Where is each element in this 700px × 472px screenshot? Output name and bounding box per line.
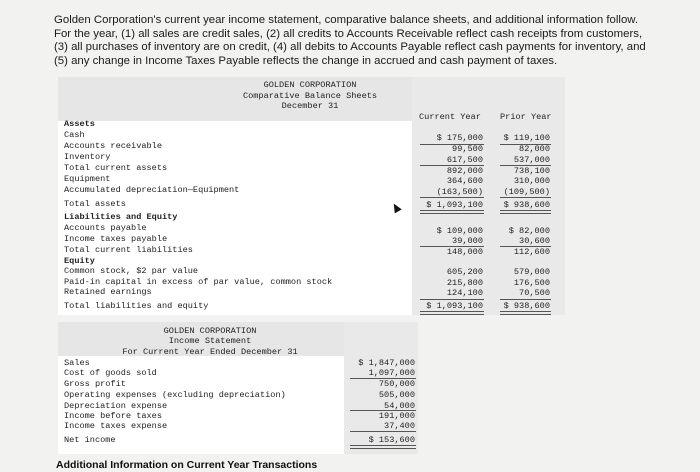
- bs-row-label: Inventory: [64, 152, 111, 162]
- bs-title-company: GOLDEN CORPORATION: [263, 80, 357, 90]
- underline-rule: [420, 299, 484, 300]
- bs-current-value: 617,500: [446, 155, 483, 165]
- bs-current-value: 215,800: [446, 278, 483, 288]
- bs-row-label: Assets: [64, 119, 95, 129]
- bs-prior-value: 310,000: [513, 176, 550, 186]
- bs-prior-value: 112,600: [513, 247, 550, 257]
- double-underline-rule: [420, 210, 484, 214]
- underline-rule: [500, 144, 551, 145]
- bs-row-label: Retained earnings: [64, 287, 152, 297]
- bs-prior-value: 82,000: [519, 144, 550, 154]
- bs-current-value: 605,200: [446, 267, 483, 277]
- bs-row-label: Cash: [64, 130, 85, 140]
- bs-prior-value: 537,000: [513, 155, 550, 165]
- bs-current-value: $ 175,000: [436, 133, 483, 143]
- is-title-period: For Current Year Ended December 31: [122, 347, 298, 357]
- is-row-label: Net income: [64, 435, 116, 445]
- bs-prior-value: (109,500): [503, 187, 550, 197]
- is-row-label: Operating expenses (excluding depreciation): [64, 390, 286, 400]
- underline-rule: [350, 431, 416, 432]
- bs-row-label: Total assets: [64, 199, 126, 209]
- underline-rule: [500, 165, 551, 166]
- bs-current-value: 124,100: [446, 288, 483, 298]
- double-underline-rule: [420, 311, 484, 315]
- bs-current-value: (163,500): [436, 187, 483, 197]
- bs-current-value: $ 1,093,100: [426, 301, 483, 311]
- bs-row-label: Common stock, $2 par value: [64, 266, 199, 276]
- underline-rule: [500, 246, 551, 247]
- is-row-label: Depreciation expense: [64, 401, 168, 411]
- is-title-statement: Income Statement: [168, 336, 252, 346]
- bs-row-label: Liabilities and Equity: [64, 212, 178, 222]
- is-value: 54,000: [384, 401, 415, 411]
- is-title-company: GOLDEN CORPORATION: [163, 326, 257, 336]
- bs-prior-value: 738,100: [513, 166, 550, 176]
- is-row-label: Cost of goods sold: [64, 368, 157, 378]
- bs-prior-value: 176,500: [513, 278, 550, 288]
- is-value: 505,000: [378, 390, 415, 400]
- is-row-label: Income taxes expense: [64, 421, 168, 431]
- bs-title-statement: Comparative Balance Sheets: [242, 91, 378, 101]
- underline-rule: [500, 299, 551, 300]
- underline-rule: [350, 378, 416, 379]
- bs-current-value: $ 1,093,100: [426, 200, 483, 210]
- bs-prior-value: $ 938,600: [503, 200, 550, 210]
- is-value: 37,400: [384, 421, 415, 431]
- intro-paragraph: Golden Corporation's current year income statement, comparative balance sheets, and additional information follow. For the year, (1) all sales are credit sales, (2) all credits to Accounts Receivable reflect cash receipts from customers, (3) all purchases of inventory are on credit, (4) all debits to Accounts Payable reflect cash payments for inventory, and (5) any change in Income Taxes Payable reflects the change in accrued and cash payment of taxes.: [54, 14, 646, 67]
- bs-row-label: Equity: [64, 256, 95, 266]
- bs-current-value: 892,000: [446, 166, 483, 176]
- is-value: 1,097,000: [368, 368, 415, 378]
- bs-prior-value: 70,500: [519, 288, 550, 298]
- underline-rule: [350, 410, 416, 411]
- bs-row-label: Accumulated depreciation—Equipment: [64, 185, 240, 195]
- is-value: $ 1,847,000: [358, 358, 415, 368]
- bs-row-label: Accounts payable: [64, 223, 147, 233]
- is-row-label: Sales: [64, 358, 90, 368]
- is-row-label: Gross profit: [64, 379, 126, 389]
- is-value: 191,000: [378, 411, 415, 421]
- is-value: $ 153,600: [368, 435, 415, 445]
- underline-rule: [420, 165, 484, 166]
- bs-current-value: 148,000: [446, 247, 483, 257]
- bs-row-label: Equipment: [64, 174, 111, 184]
- bs-prior-value: $ 82,000: [508, 226, 550, 236]
- bs-row-label: Total current assets: [64, 163, 168, 173]
- is-row-label: Income before taxes: [64, 411, 162, 421]
- double-underline-rule: [500, 311, 551, 315]
- bs-row-label: Income taxes payable: [64, 234, 168, 244]
- bs-col-current-year: Current Year: [419, 112, 481, 122]
- bs-row-label: Paid-in capital in excess of par value, common stock: [64, 277, 333, 287]
- bs-prior-value: 30,600: [519, 236, 550, 246]
- underline-rule: [420, 197, 484, 198]
- bs-row-label: Accounts receivable: [64, 141, 162, 151]
- bs-prior-value: $ 119,100: [503, 133, 550, 143]
- underline-rule: [420, 246, 484, 247]
- bs-current-value: 99,500: [452, 144, 483, 154]
- bs-current-value: 39,000: [452, 236, 483, 246]
- double-underline-rule: [500, 210, 551, 214]
- bs-row-label: Total current liabilities: [64, 245, 193, 255]
- bs-current-value: $ 109,000: [436, 226, 483, 236]
- bs-row-label: Total liabilities and equity: [64, 301, 209, 311]
- double-underline-rule: [350, 445, 416, 449]
- bs-col-prior-year: Prior Year: [500, 112, 552, 122]
- bs-prior-value: 579,000: [513, 267, 550, 277]
- underline-rule: [500, 197, 551, 198]
- bs-current-value: 364,600: [446, 176, 483, 186]
- is-value: 750,000: [378, 379, 415, 389]
- underline-rule: [420, 144, 484, 145]
- bs-title-date: December 31: [281, 101, 339, 111]
- bs-prior-value: $ 938,600: [503, 301, 550, 311]
- additional-info-heading: Additional Information on Current Year Transactions: [56, 459, 318, 471]
